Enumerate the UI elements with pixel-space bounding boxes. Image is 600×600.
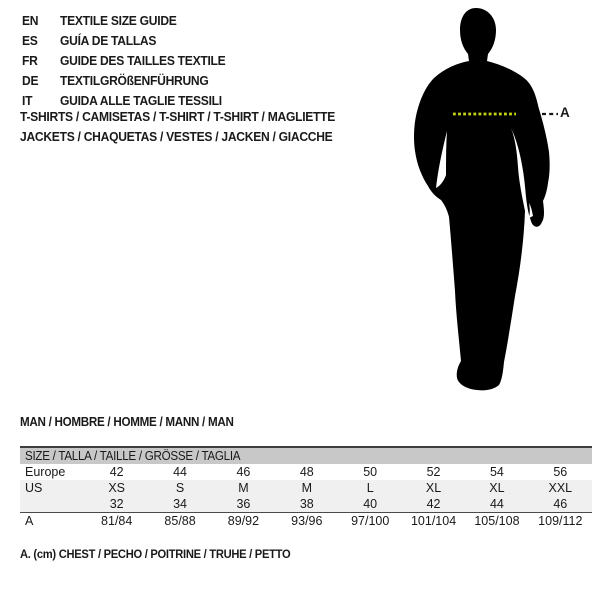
table-cell: 44 [173, 465, 188, 479]
table-cell: XL [489, 481, 505, 495]
language-label [60, 51, 238, 71]
table-row-label: US [25, 481, 43, 495]
language-label-text: TEXTILE SIZE GUIDE [60, 13, 177, 28]
table-row-label [20, 496, 85, 512]
size-table [20, 446, 592, 529]
language-code [22, 11, 60, 31]
table-row-label: Europe [25, 465, 66, 479]
size-table-body [20, 464, 592, 529]
language-row [22, 11, 238, 31]
language-label-text: GUÍA DE TALLAS [60, 33, 157, 48]
table-cell: 97/100 [351, 514, 390, 528]
language-label-text: TEXTILGRÖßENFÜHRUNG [60, 73, 209, 88]
table-cell: 56 [553, 465, 568, 479]
table-cell: 109/112 [538, 514, 583, 528]
man-silhouette-figure [390, 0, 600, 400]
language-label [60, 11, 185, 31]
table-row [20, 512, 592, 529]
table-row [20, 480, 592, 496]
language-label-text: GUIDE DES TAILLES TEXTILE [60, 53, 226, 68]
language-code-text: EN [22, 13, 39, 28]
table-cell: 101/104 [410, 514, 457, 528]
measurement-caption-text: A. (cm) CHEST / PECHO / POITRINE / TRUHE / PETTO [20, 547, 291, 561]
table-row-label: A [25, 514, 34, 528]
table-cell: XL [425, 481, 442, 495]
table-cell: 46 [236, 465, 251, 479]
table-cell: XS [108, 481, 126, 495]
table-cell: 38 [299, 497, 314, 511]
category-line-tshirts: T-SHIRTS / CAMISETAS / T-SHIRT / T-SHIRT / MAGLIETTE [20, 109, 336, 124]
language-row [22, 71, 238, 91]
table-cell: 40 [363, 497, 378, 511]
language-code [22, 31, 60, 51]
table-cell: 44 [489, 497, 504, 511]
language-list [22, 11, 238, 111]
table-cell: 85/88 [164, 514, 196, 528]
category-line-jackets: JACKETS / CHAQUETAS / VESTES / JACKEN / GIACCHE [20, 129, 333, 144]
table-cell: 50 [363, 465, 378, 479]
table-cell: 42 [109, 465, 124, 479]
language-row [22, 31, 238, 51]
table-cell: 46 [553, 497, 568, 511]
table-cell: M [301, 481, 313, 495]
language-label [60, 71, 220, 91]
size-table-header [20, 448, 592, 464]
table-cell: 93/96 [291, 514, 323, 528]
table-cell: S [175, 481, 185, 495]
table-cell: 48 [299, 465, 314, 479]
table-cell: L [366, 481, 374, 495]
section-heading-man [20, 415, 250, 429]
table-cell: 52 [426, 465, 441, 479]
language-label-text: GUIDA ALLE TAGLIE TESSILI [60, 93, 222, 108]
table-cell: M [238, 481, 249, 495]
table-cell: XXL [548, 481, 573, 495]
table-cell: 34 [173, 497, 188, 511]
table-cell: 89/92 [227, 514, 260, 528]
measurement-caption [20, 547, 311, 561]
language-label [60, 31, 163, 51]
table-cell: 36 [236, 497, 251, 511]
table-row [20, 464, 592, 480]
language-code [22, 71, 60, 91]
language-code-text: DE [22, 73, 39, 88]
language-row [22, 51, 238, 71]
man-silhouette-svg [390, 0, 600, 400]
table-row [20, 496, 592, 512]
language-code-text: FR [22, 53, 38, 68]
table-cell: 42 [426, 497, 441, 511]
language-code-text: IT [22, 93, 33, 108]
language-code [22, 51, 60, 71]
table-cell: 32 [109, 497, 124, 511]
size-table-header-text: SIZE / TALLA / TAILLE / GRÖSSE / TAGLIA [25, 449, 241, 463]
man-silhouette-body [414, 8, 550, 390]
table-cell: 81/84 [101, 514, 133, 528]
measurement-a-label: A [560, 105, 570, 120]
category-heading [20, 107, 359, 147]
table-cell: 54 [489, 465, 504, 479]
language-code-text: ES [22, 33, 38, 48]
table-cell: 105/108 [474, 514, 520, 528]
section-heading-text: MAN / HOMBRE / HOMME / MANN / MAN [20, 415, 234, 429]
